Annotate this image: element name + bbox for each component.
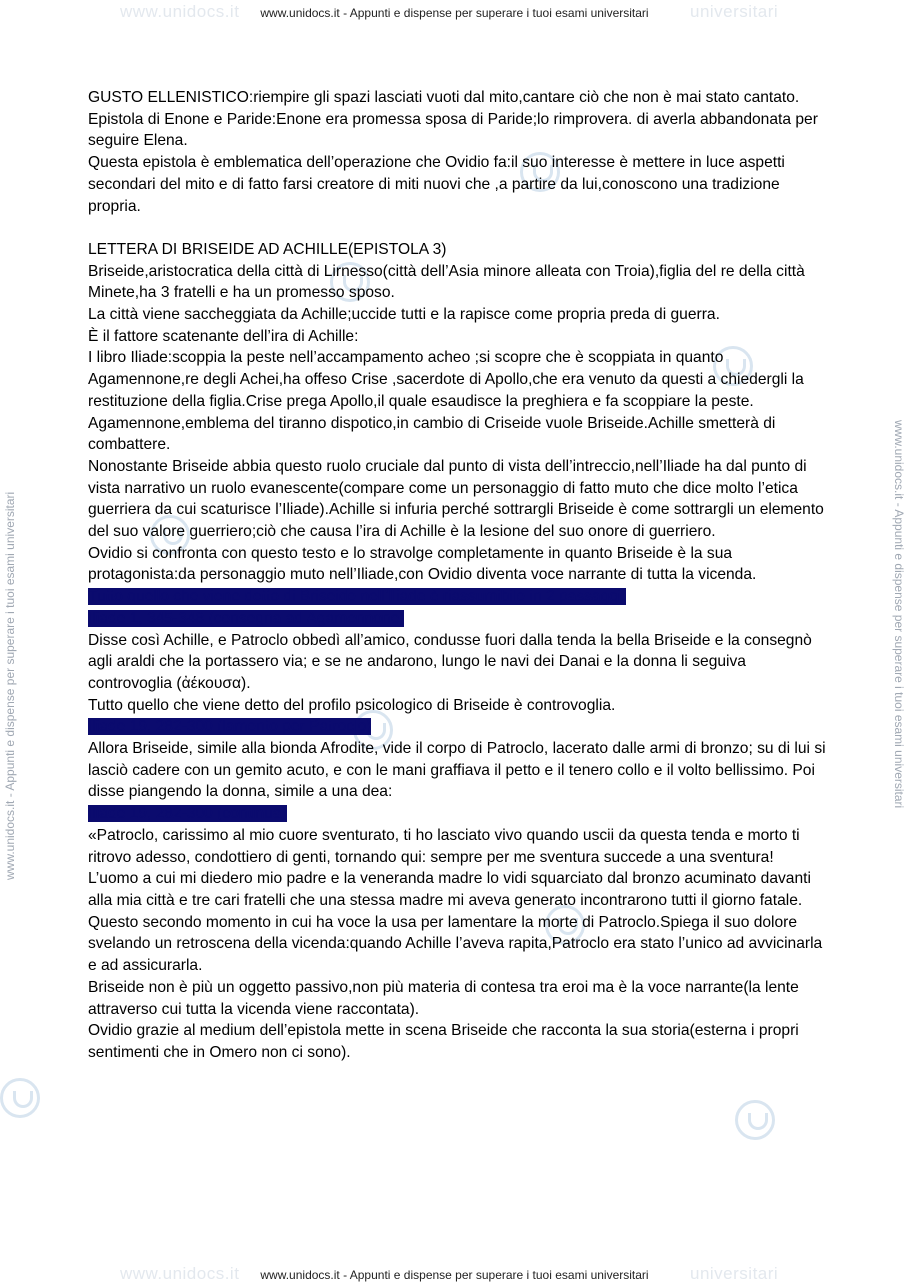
paragraph: Allora Briseide, simile alla bionda Afrodite, vide il corpo di Patroclo, lacerato dalle armi di bronzo; su di lui si lasciò cadere con un gemito acuto, e con le mani graffiava il petto e il tenero collo e il volto bellissimo. Poi disse piangendo la donna, simile a una dea: xyxy=(88,740,826,801)
highlight-text: Iliade 19, 282-300 (continua) xyxy=(88,805,287,823)
highlight-text: Iliade 19, 282-300 (lamento per Patroclo) xyxy=(88,718,372,736)
unidocs-logo-icon xyxy=(0,1078,40,1118)
highlight-text: Iliade 1, 345-348 (consegna ad Agamennone) xyxy=(88,609,405,627)
side-watermark-left: www.unidocs.it - Appunti e dispense per superare i tuoi esami universitari xyxy=(3,491,17,880)
paragraph: I libro Iliade:scoppia la peste nell’accampamento acheo ;si scopre che è scoppiata in quanto Agamennone,re degli Achei,ha offeso Crise ,sacerdote di Apollo,che era venuto da questi a chiedergli la restituzione della figlia.Crise prega Apollo,il quale esaudisce la preghiera e fa scoppiare la peste. xyxy=(88,349,804,410)
paragraph: Briseide,aristocratica della città di Lirnesso(città dell’Asia minore alleata con Troia),figlia del re della città Minete,ha 3 fratelli e ha un promesso sposo. xyxy=(88,262,805,302)
paragraph: Ovidio si confronta con questo testo e lo stravolge completamente in quanto Briseide è la sua protagonista:da personaggio muto nell’Iliade,con Ovidio diventa voce narrante di tutta la vicenda. xyxy=(88,544,757,584)
paragraph: Disse così Achille, e Patroclo obbedì all’amico, condusse fuori dalla tenda la bella Briseide e la consegnò agli araldi che la portassero via; e se ne andarono, lungo le navi dei Danai e la donna li seguiva controvoglia (ἀέκουσα). xyxy=(88,631,812,692)
paragraph: Tutto quello che viene detto del profilo psicologico di Briseide è controvoglia. xyxy=(88,696,616,714)
unidocs-logo-icon xyxy=(735,1100,775,1140)
side-watermark-right: www.unidocs.it - Appunti e dispense per superare i tuoi esami universitari xyxy=(892,420,906,809)
highlighted-line xyxy=(88,586,828,608)
ghost-watermark-right-bottom: universitari xyxy=(690,1264,779,1283)
paragraph: Questo secondo momento in cui ha voce la usa per lamentare la morte di Patroclo.Spiega il suo dolore svelando un retroscena della vicenda:quando Achille l’aveva rapita,Patroclo era stato l’unico ad avvicinarla e ad assicurarla. xyxy=(88,913,823,975)
ghost-watermark-left: www.unidocs.it xyxy=(120,2,240,21)
paragraph: Epistola di Enone e Paride:Enone era promessa sposa di Paride;lo rimprovera. di averla abbandonata per seguire Elena. xyxy=(88,110,818,150)
section-heading: LETTERA DI BRISEIDE AD ACHILLE(EPISTOLA 3) xyxy=(88,240,447,258)
highlighted-line xyxy=(88,803,828,825)
paragraph: Questa epistola è emblematica dell’operazione che Ovidio fa:il suo interesse è mettere in luce aspetti secondari del mito e di fatto farsi creatore di miti nuovi che ,a partire da lui,conoscono una tradizione propria. xyxy=(88,154,785,215)
footer-watermark: www.unidocs.it - Appunti e dispense per superare i tuoi esami universitari xyxy=(260,1268,649,1282)
paragraph: Ovidio grazie al medium dell’epistola mette in scena Briseide che racconta la sua storia(esterna i propri sentimenti che in Omero non ci sono). xyxy=(88,1022,799,1061)
ghost-watermark-right: universitari xyxy=(690,2,779,21)
highlight-text: Tutto quello che viene detto di Briseide nell’Iliade è riassumibile in 2 passaggi: xyxy=(88,588,626,606)
paragraph: Nonostante Briseide abbia questo ruolo cruciale dal punto di vista dell’intreccio,nell’Iliade ha dal punto di vista narrativo un ruolo evanescente(compare come un personaggio di fatto muto che dice molto l’etica guerriera da cui scaturisce l’Iliade).Achille si infuria perché sottrargli Briseide è come sottrargli un elemento del suo valore guerriero;ciò che causa l’ira di Achille è la lesione del suo onore di guerriero. xyxy=(88,457,824,541)
highlighted-line xyxy=(88,608,828,630)
highlighted-line xyxy=(88,716,828,738)
paragraph: «Patroclo, carissimo al mio cuore sventurato, ti ho lasciato vivo quando uscii da questa tenda e morto ti ritrovo adesso, condottiero di genti, tornando qui: sempre per me sventura succede a una sventura! L’uomo a cui mi diedero mio padre e la veneranda madre lo vidi squarciato dal bronzo acuminato davanti alla mia città e tre cari fratelli che una stessa madre mi aveva generato incontrarono tutti il giorno fatale. xyxy=(88,826,811,909)
paragraph: È il fattore scatenante dell’ira di Achille: xyxy=(88,327,359,345)
paragraph: Agamennone,emblema del tiranno dispotico,in cambio di Criseide vuole Briseide.Achille smetterà di combattere. xyxy=(88,414,776,454)
blank-line xyxy=(88,217,828,239)
paragraph: Briseide non è più un oggetto passivo,non più materia di contesa tra eroi ma è la voce narrante(la lente attraverso cui tutta la vicenda viene raccontata). xyxy=(88,978,799,1018)
header-watermark: www.unidocs.it - Appunti e dispense per superare i tuoi esami universitari xyxy=(260,6,649,20)
document-body xyxy=(88,87,828,1064)
ghost-watermark-left-bottom: www.unidocs.it xyxy=(120,1264,240,1283)
paragraph: La città viene saccheggiata da Achille;uccide tutti e la rapisce come propria preda di guerra. xyxy=(88,306,720,324)
paragraph: GUSTO ELLENISTICO:riempire gli spazi lasciati vuoti dal mito,cantare ciò che non è mai stato cantato. xyxy=(88,89,800,106)
